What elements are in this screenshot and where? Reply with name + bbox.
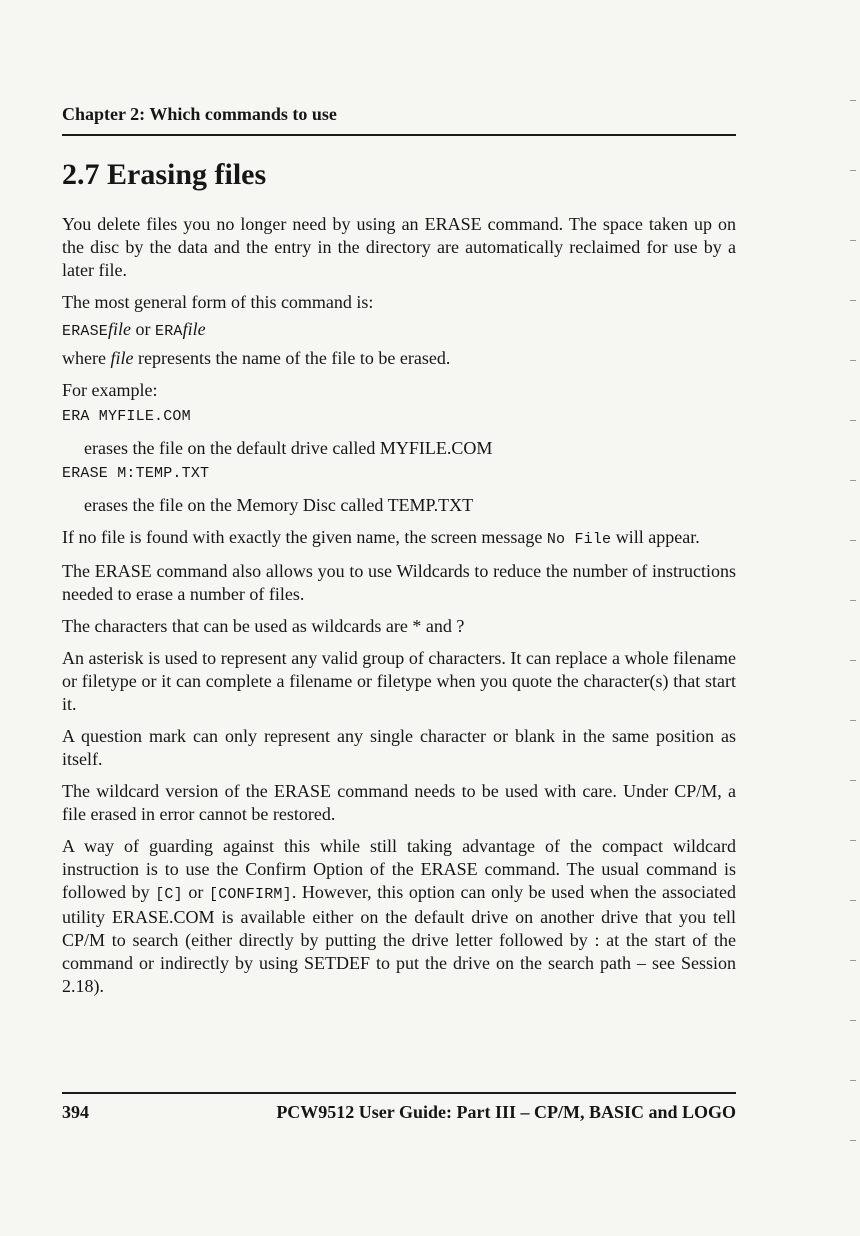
where-line [62, 347, 736, 370]
example-1-description: erases the file on the default drive called MYFILE.COM [84, 438, 493, 458]
example-label: For example: [62, 380, 158, 400]
question-mark-paragraph: A question mark can only represent any single character or blank in the same position as itself. [62, 726, 736, 769]
no-file-post: will appear. [611, 527, 700, 547]
general-form-text: The most general form of this command is: [62, 292, 374, 312]
syntax-command-short: ERA [155, 323, 183, 340]
intro-paragraph: You delete files you no longer need by using an ERASE command. The space taken up on the disc by the data and the entry in the directory are automatically reclaimed for use by a later file. [62, 214, 736, 280]
where-file: file [110, 348, 134, 368]
running-header: Chapter 2: Which commands to use [62, 104, 337, 124]
syntax-line [62, 318, 736, 343]
syntax-file-short: file [182, 319, 206, 339]
example-2-command: ERASE M:TEMP.TXT [62, 465, 210, 482]
syntax-or: or [131, 319, 156, 339]
wildcard-paragraph: The ERASE command also allows you to use Wildcards to reduce the number of instructions needed to erase a number of files. [62, 561, 736, 604]
confirm-short-option: [C] [155, 886, 183, 903]
body-text [62, 213, 736, 1007]
header-rule [62, 134, 736, 136]
no-file-paragraph [62, 526, 736, 551]
confirm-paragraph [62, 835, 736, 998]
where-post: represents the name of the file to be erased. [133, 348, 451, 368]
syntax-file: file [108, 319, 132, 339]
confirm-text-1: A way of guarding against this while still taking advantage of the compact wildcard instruction is to use the Confirm Option of the ERASE command. The usual command is followed by [62, 836, 736, 902]
example-2-description: erases the file on the Memory Disc called TEMP.TXT [84, 495, 474, 515]
page-number: 394 [62, 1102, 89, 1122]
confirm-or: or [182, 882, 209, 902]
where-pre: where [62, 348, 111, 368]
asterisk-paragraph: An asterisk is used to represent any valid group of characters. It can replace a whole filename or filetype or it can complete a filename or filetype when you quote the character(s) that start it. [62, 648, 736, 714]
example-1-command: ERA MYFILE.COM [62, 408, 191, 425]
page-edge-marks [846, 0, 860, 1236]
wildcard-characters: The characters that can be used as wildcards are * and ? [62, 616, 465, 636]
footer-title: PCW9512 User Guide: Part III – CP/M, BASIC and LOGO [276, 1102, 736, 1122]
care-paragraph: The wildcard version of the ERASE command needs to be used with care. Under CP/M, a file erased in error cannot be restored. [62, 781, 736, 824]
no-file-message: No File [546, 531, 612, 548]
footer-rule [62, 1092, 736, 1094]
confirm-text-2: . However, this option can only be used when the associated utility ERASE.COM is available either on the default drive on another drive that you tell CP/M to search (either directly by putting the drive letter followed by : at the start of the command or indirectly by using SETDEF to put the drive on the search path – see Session 2.18). [62, 882, 737, 996]
section-title: 2.7 Erasing files [62, 158, 267, 191]
no-file-pre: If no file is found with exactly the given name, the screen message [62, 527, 547, 547]
syntax-command: ERASE [62, 323, 109, 340]
confirm-long-option: [CONFIRM] [209, 886, 292, 903]
